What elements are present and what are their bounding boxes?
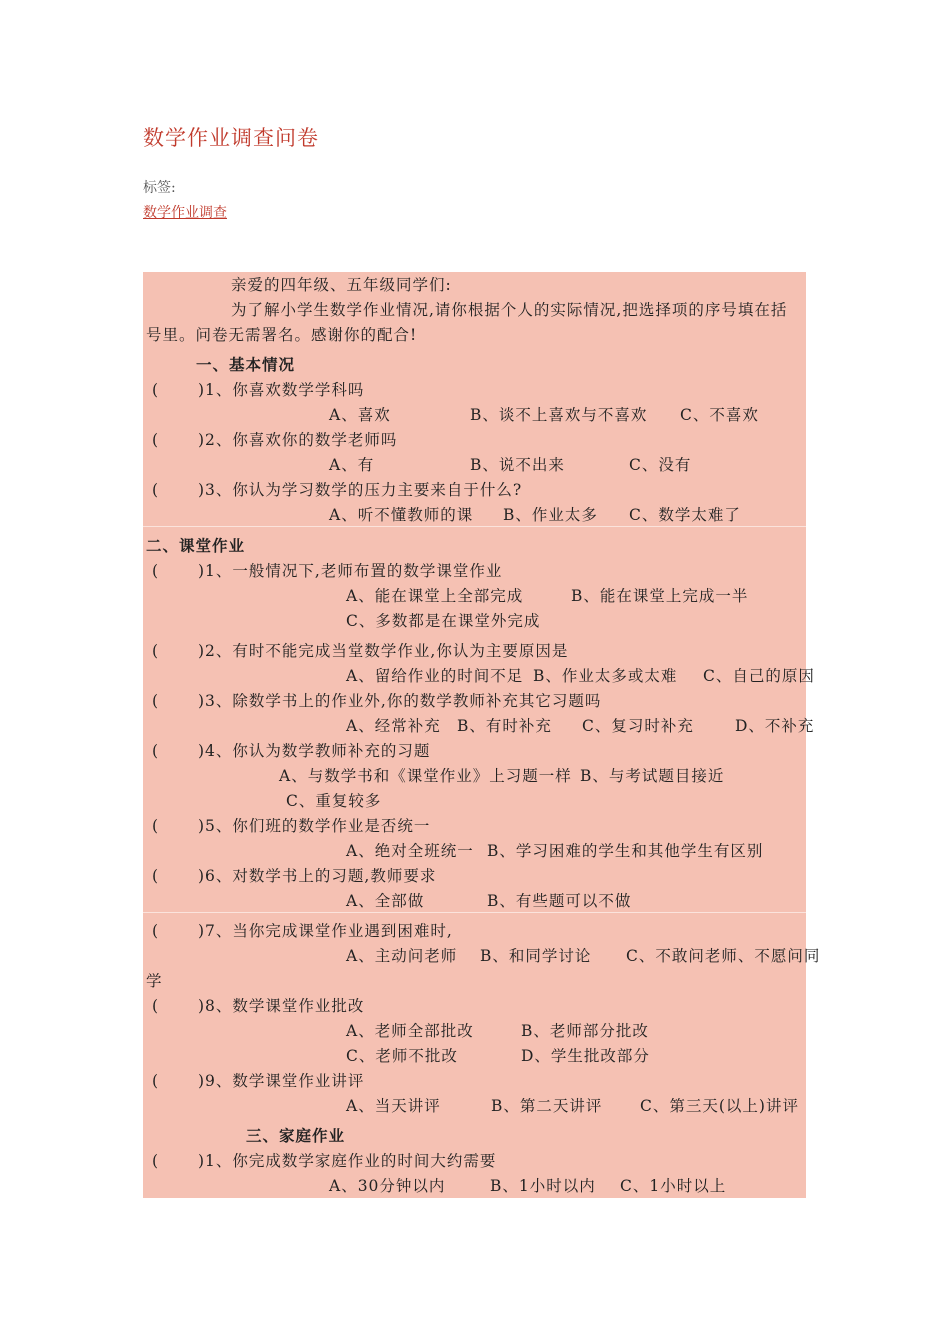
tag-link[interactable]: 数学作业调查 (143, 205, 227, 221)
option: C、第三天(以上)讲评 (640, 1097, 799, 1115)
option: B、与考试题目接近 (580, 767, 725, 785)
option-wrap: 学 (146, 972, 163, 990)
answer-paren[interactable]: ( (152, 1152, 160, 1170)
option: A、留给作业的时间不足 (346, 667, 524, 685)
question-text: )2、你喜欢你的数学老师吗 (198, 431, 398, 449)
option: A、老师全部批改 (346, 1022, 474, 1040)
answer-paren[interactable]: ( (152, 642, 160, 660)
question-text: )4、你认为数学教师补充的习题 (198, 742, 431, 760)
intro-line-2: 号里。问卷无需署名。感谢你的配合! (146, 326, 418, 344)
option: A、绝对全班统一 (346, 842, 474, 860)
answer-paren[interactable]: ( (152, 1072, 160, 1090)
answer-paren[interactable]: ( (152, 692, 160, 710)
option: A、30分钟以内 (329, 1177, 446, 1195)
answer-paren[interactable]: ( (152, 562, 160, 580)
option: B、有些题可以不做 (487, 892, 632, 910)
answer-paren[interactable]: ( (152, 922, 160, 940)
option: D、不补充 (735, 717, 815, 735)
option: C、自己的原因 (703, 667, 815, 685)
option: B、有时补充 (457, 717, 552, 735)
survey-box (143, 272, 821, 1198)
option: B、说不出来 (470, 456, 565, 474)
option: A、经常补充 (346, 717, 441, 735)
option: A、当天讲评 (346, 1097, 441, 1115)
option: C、多数都是在课堂外完成 (346, 612, 541, 630)
intro-line-1: 为了解小学生数学作业情况,请你根据个人的实际情况,把选择项的序号填在括 (231, 301, 788, 319)
answer-paren[interactable]: ( (152, 997, 160, 1015)
divider (143, 526, 806, 527)
answer-paren[interactable]: ( (152, 481, 160, 499)
question-text: )3、你认为学习数学的压力主要来自于什么? (198, 481, 523, 499)
option: C、老师不批改 (346, 1047, 458, 1065)
option: C、1小时以上 (620, 1177, 727, 1195)
question-text: )1、你喜欢数学学科吗 (198, 381, 365, 399)
option: B、学习困难的学生和其他学生有区别 (487, 842, 764, 860)
answer-paren[interactable]: ( (152, 742, 160, 760)
section-heading-homework: 三、家庭作业 (246, 1126, 346, 1145)
option: B、谈不上喜欢与不喜欢 (470, 406, 648, 424)
greeting: 亲爱的四年级、五年级同学们: (231, 276, 452, 294)
question-text: )2、有时不能完成当堂数学作业,你认为主要原因是 (198, 642, 569, 660)
option: B、第二天讲评 (491, 1097, 603, 1115)
tags-label: 标签: (143, 180, 176, 196)
option: C、不敢问老师、不愿问同 (626, 947, 821, 965)
option: B、作业太多或太难 (533, 667, 678, 685)
section-heading-classwork: 二、课堂作业 (146, 536, 246, 555)
answer-paren[interactable]: ( (152, 381, 160, 399)
answer-paren[interactable]: ( (152, 817, 160, 835)
question-text: )6、对数学书上的习题,教师要求 (198, 867, 437, 885)
option: A、听不懂教师的课 (329, 506, 474, 524)
option: B、能在课堂上完成一半 (571, 587, 749, 605)
option: A、能在课堂上全部完成 (346, 587, 524, 605)
option: B、1小时以内 (490, 1177, 596, 1195)
page-title: 数学作业调查问卷 (143, 126, 319, 150)
question-text: )7、当你完成课堂作业遇到困难时, (198, 922, 453, 940)
option: C、数学太难了 (629, 506, 741, 524)
option: C、重复较多 (286, 792, 382, 810)
option: C、没有 (629, 456, 692, 474)
option: A、全部做 (346, 892, 425, 910)
option: A、喜欢 (329, 406, 391, 424)
option: A、有 (329, 456, 375, 474)
question-text: )1、你完成数学家庭作业的时间大约需要 (198, 1152, 497, 1170)
option: C、不喜欢 (680, 406, 759, 424)
option: B、作业太多 (503, 506, 598, 524)
question-text: )9、数学课堂作业讲评 (198, 1072, 365, 1090)
option: B、和同学讨论 (480, 947, 592, 965)
question-text: )1、一般情况下,老师布置的数学课堂作业 (198, 562, 503, 580)
option: D、学生批改部分 (521, 1047, 650, 1065)
option: A、与数学书和《课堂作业》上习题一样 (279, 767, 572, 785)
answer-paren[interactable]: ( (152, 431, 160, 449)
option: A、主动问老师 (346, 947, 458, 965)
section-heading-basic: 一、基本情况 (196, 355, 296, 374)
option: B、老师部分批改 (521, 1022, 649, 1040)
option: C、复习时补充 (582, 717, 694, 735)
answer-paren[interactable]: ( (152, 867, 160, 885)
divider (143, 912, 806, 913)
question-text: )8、数学课堂作业批改 (198, 997, 365, 1015)
question-text: )3、除数学书上的作业外,你的数学教师补充其它习题吗 (198, 692, 602, 710)
question-text: )5、你们班的数学作业是否统一 (198, 817, 431, 835)
